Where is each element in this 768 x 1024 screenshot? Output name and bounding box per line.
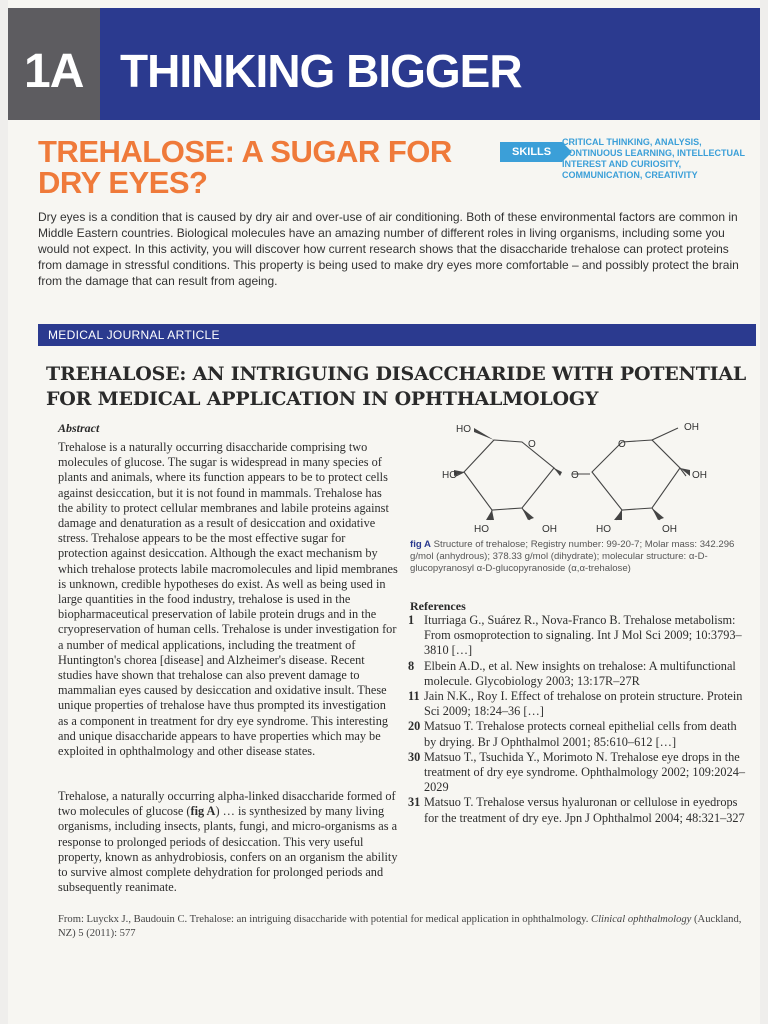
body-paragraph-end: ) … is synthesized by many living organisms, including insects, plants, fungi, and micro-organisms as a response to prolonged periods of desiccation. This very useful property, known as anhydrobiosis, confers on an organism the ability to survive almost complete dehydration for prolonged periods and subsequently reanimate.: [58, 804, 398, 895]
page-title: TREHALOSE: A SUGAR FOR DRY EYES?: [38, 134, 452, 200]
reference-item: [408, 719, 748, 749]
figure-caption-text: Structure of trehalose; Registry number: 99-20-7; Molar mass: 342.296 g/mol (anhydrous); 378.33 g/mol (dihydrate); molecular structure: α-D-glucopyranosyl α-D-glucopyranoside (α,α-trehalose): [410, 539, 735, 574]
skills-list: CRITICAL THINKING, ANALYSIS, CONTINUOUS LEARNING, INTELLECTUAL INTEREST AND CURIOSITY, COMMUNICATION, CREATIVITY: [562, 137, 745, 180]
unit-number-box: [8, 8, 100, 120]
atom-label: O: [528, 439, 536, 450]
textbook-page: [8, 0, 760, 1024]
atom-label: O: [571, 470, 579, 481]
atom-label: OH: [684, 422, 699, 433]
fig-reference: fig A: [190, 804, 216, 819]
reference-number: 20: [408, 719, 421, 734]
reference-text: Jain N.K., Roy I. Effect of trehalose on protein structure. Protein Sci 2009; 18:24–36 […]: [424, 689, 743, 719]
body-paragraph: [58, 789, 398, 895]
trehalose-structure-diagram: [434, 420, 734, 538]
atom-label: OH: [542, 524, 557, 535]
wedge-bond: [474, 428, 494, 440]
source-citation: [58, 913, 748, 941]
skills-tag: SKILLS: [500, 142, 562, 162]
reference-number: 8: [408, 658, 415, 673]
reference-text: Matsuo T. Trehalose protects corneal epithelial cells from death by drying. Br J Ophthalmol 2001; 85:610–612 […]: [424, 719, 737, 749]
atom-label: HO: [474, 524, 489, 535]
reference-number: 1: [408, 613, 415, 627]
references-heading: References: [410, 599, 466, 613]
figure-caption: [410, 539, 746, 575]
reference-number: 31: [408, 795, 421, 810]
reference-number: 11: [408, 689, 420, 704]
source-citation-start: From: Luyckx J., Baudouin C. Trehalose: an intriguing disaccharide with potential for medical application in ophthalmology.: [58, 914, 592, 925]
abstract-heading: Abstract: [58, 421, 100, 435]
reference-item: [408, 659, 748, 689]
atom-label: O: [618, 439, 626, 450]
reference-text: Matsuo T., Tsuchida Y., Morimoto N. Trehalose eye drops in the treatment of dry eye syndrome. Ophthalmology 2002; 109:2024–2029: [424, 749, 746, 795]
abstract-text: Trehalose is a naturally occurring disaccharide comprising two molecules of glucose. The sugar is widespread in many species of plants and animals, where its function appears to be to protect cells against desiccation, but it is not found in mammals. Trehalose has the ability to protect cellular membranes and labile proteins against damage and denaturation as a result of desiccation and oxidative stress. Trehalose appears to be the most effective sugar for protection against desiccation. Although the exact mechanism by which trehalose protects labile macromolecules and lipid membranes is unknown, credible hypotheses do exist. As well as being used in large quantities in the food industry, trehalose is used in the biopharmaceutical preservation of labile protein drugs and in the cryopreservation of human cells. Trehalose is under investigation for a number of medical applications, including the treatment of Huntington's chorea [disease] and Alzheimer's disease. Recent studies have shown that trehalose can also prevent damage to mammalian eyes caused by desiccation and oxidative insult. These unique properties of trehalose have thus prompted its investigation as a component in treatment for dry eye syndrome. This interesting and unique disaccharide appears to have properties which may be exploited in ophthalmology and other disease states.: [58, 440, 398, 759]
reference-item: [408, 613, 748, 659]
reference-number: 30: [408, 749, 421, 764]
section-label: MEDICAL JOURNAL ARTICLE: [48, 328, 220, 342]
references-list: [408, 613, 748, 826]
atom-label: HO: [596, 524, 611, 535]
reference-item: [408, 689, 748, 719]
unit-number: 1A: [24, 45, 84, 98]
body-paragraph-start: Trehalose, a naturally occurring alpha-linked disaccharide formed of two molecules of glucose (: [58, 789, 396, 819]
figure-label: fig A: [410, 539, 431, 550]
atom-label: OH: [692, 470, 707, 481]
atom-label: HO: [442, 470, 457, 481]
reference-text: Matsuo T. Trehalose versus hyaluronan or cellulose in eyedrops for the treatment of dry eye. Jpn J Ophthalmol 2004; 48:321–327: [424, 795, 745, 825]
reference-item: [408, 795, 748, 825]
unit-title: THINKING BIGGER: [120, 45, 522, 97]
reference-text: Elbein A.D., et al. New insights on trehalose: A multifunctional molecule. Glycobiology 2003; 13:17R–27R: [424, 658, 736, 688]
source-journal: Clinical ophthalmology: [591, 914, 692, 925]
atom-label: OH: [662, 524, 677, 535]
unit-header: [8, 8, 760, 120]
atom-label: HO: [456, 424, 471, 435]
source-citation-end: (Auckland, NZ) 5 (2011): 577: [58, 914, 742, 939]
left-glucose-ring: [464, 440, 554, 510]
section-bar: [38, 324, 756, 346]
reference-item: [408, 750, 748, 796]
article-title: TREHALOSE: AN INTRIGUING DISACCHARIDE WITH POTENTIAL FOR MEDICAL APPLICATION IN OPHTHALMOLOGY: [46, 363, 747, 410]
right-glucose-ring: [592, 440, 680, 510]
intro-paragraph: Dry eyes is a condition that is caused by dry air and over-use of air conditioning. Both of these environmental factors are common in Middle Eastern countries. Biological molecules have an amazing number of different roles in living organisms, including some you would not expect. In this activity, you will discover how current research shows that the disaccharide trehalose can protect proteins from damage in stressful conditions. This property is being used to make dry eyes more comfortable – and possibly protect the brain from the damage that can result from ageing.: [38, 210, 739, 288]
reference-text: Iturriaga G., Suárez R., Nova-Franco B. Trehalose metabolism: From osmoprotection to signaling. Int J Mol Sci 2009; 10:3793–3810 […]: [424, 613, 742, 658]
